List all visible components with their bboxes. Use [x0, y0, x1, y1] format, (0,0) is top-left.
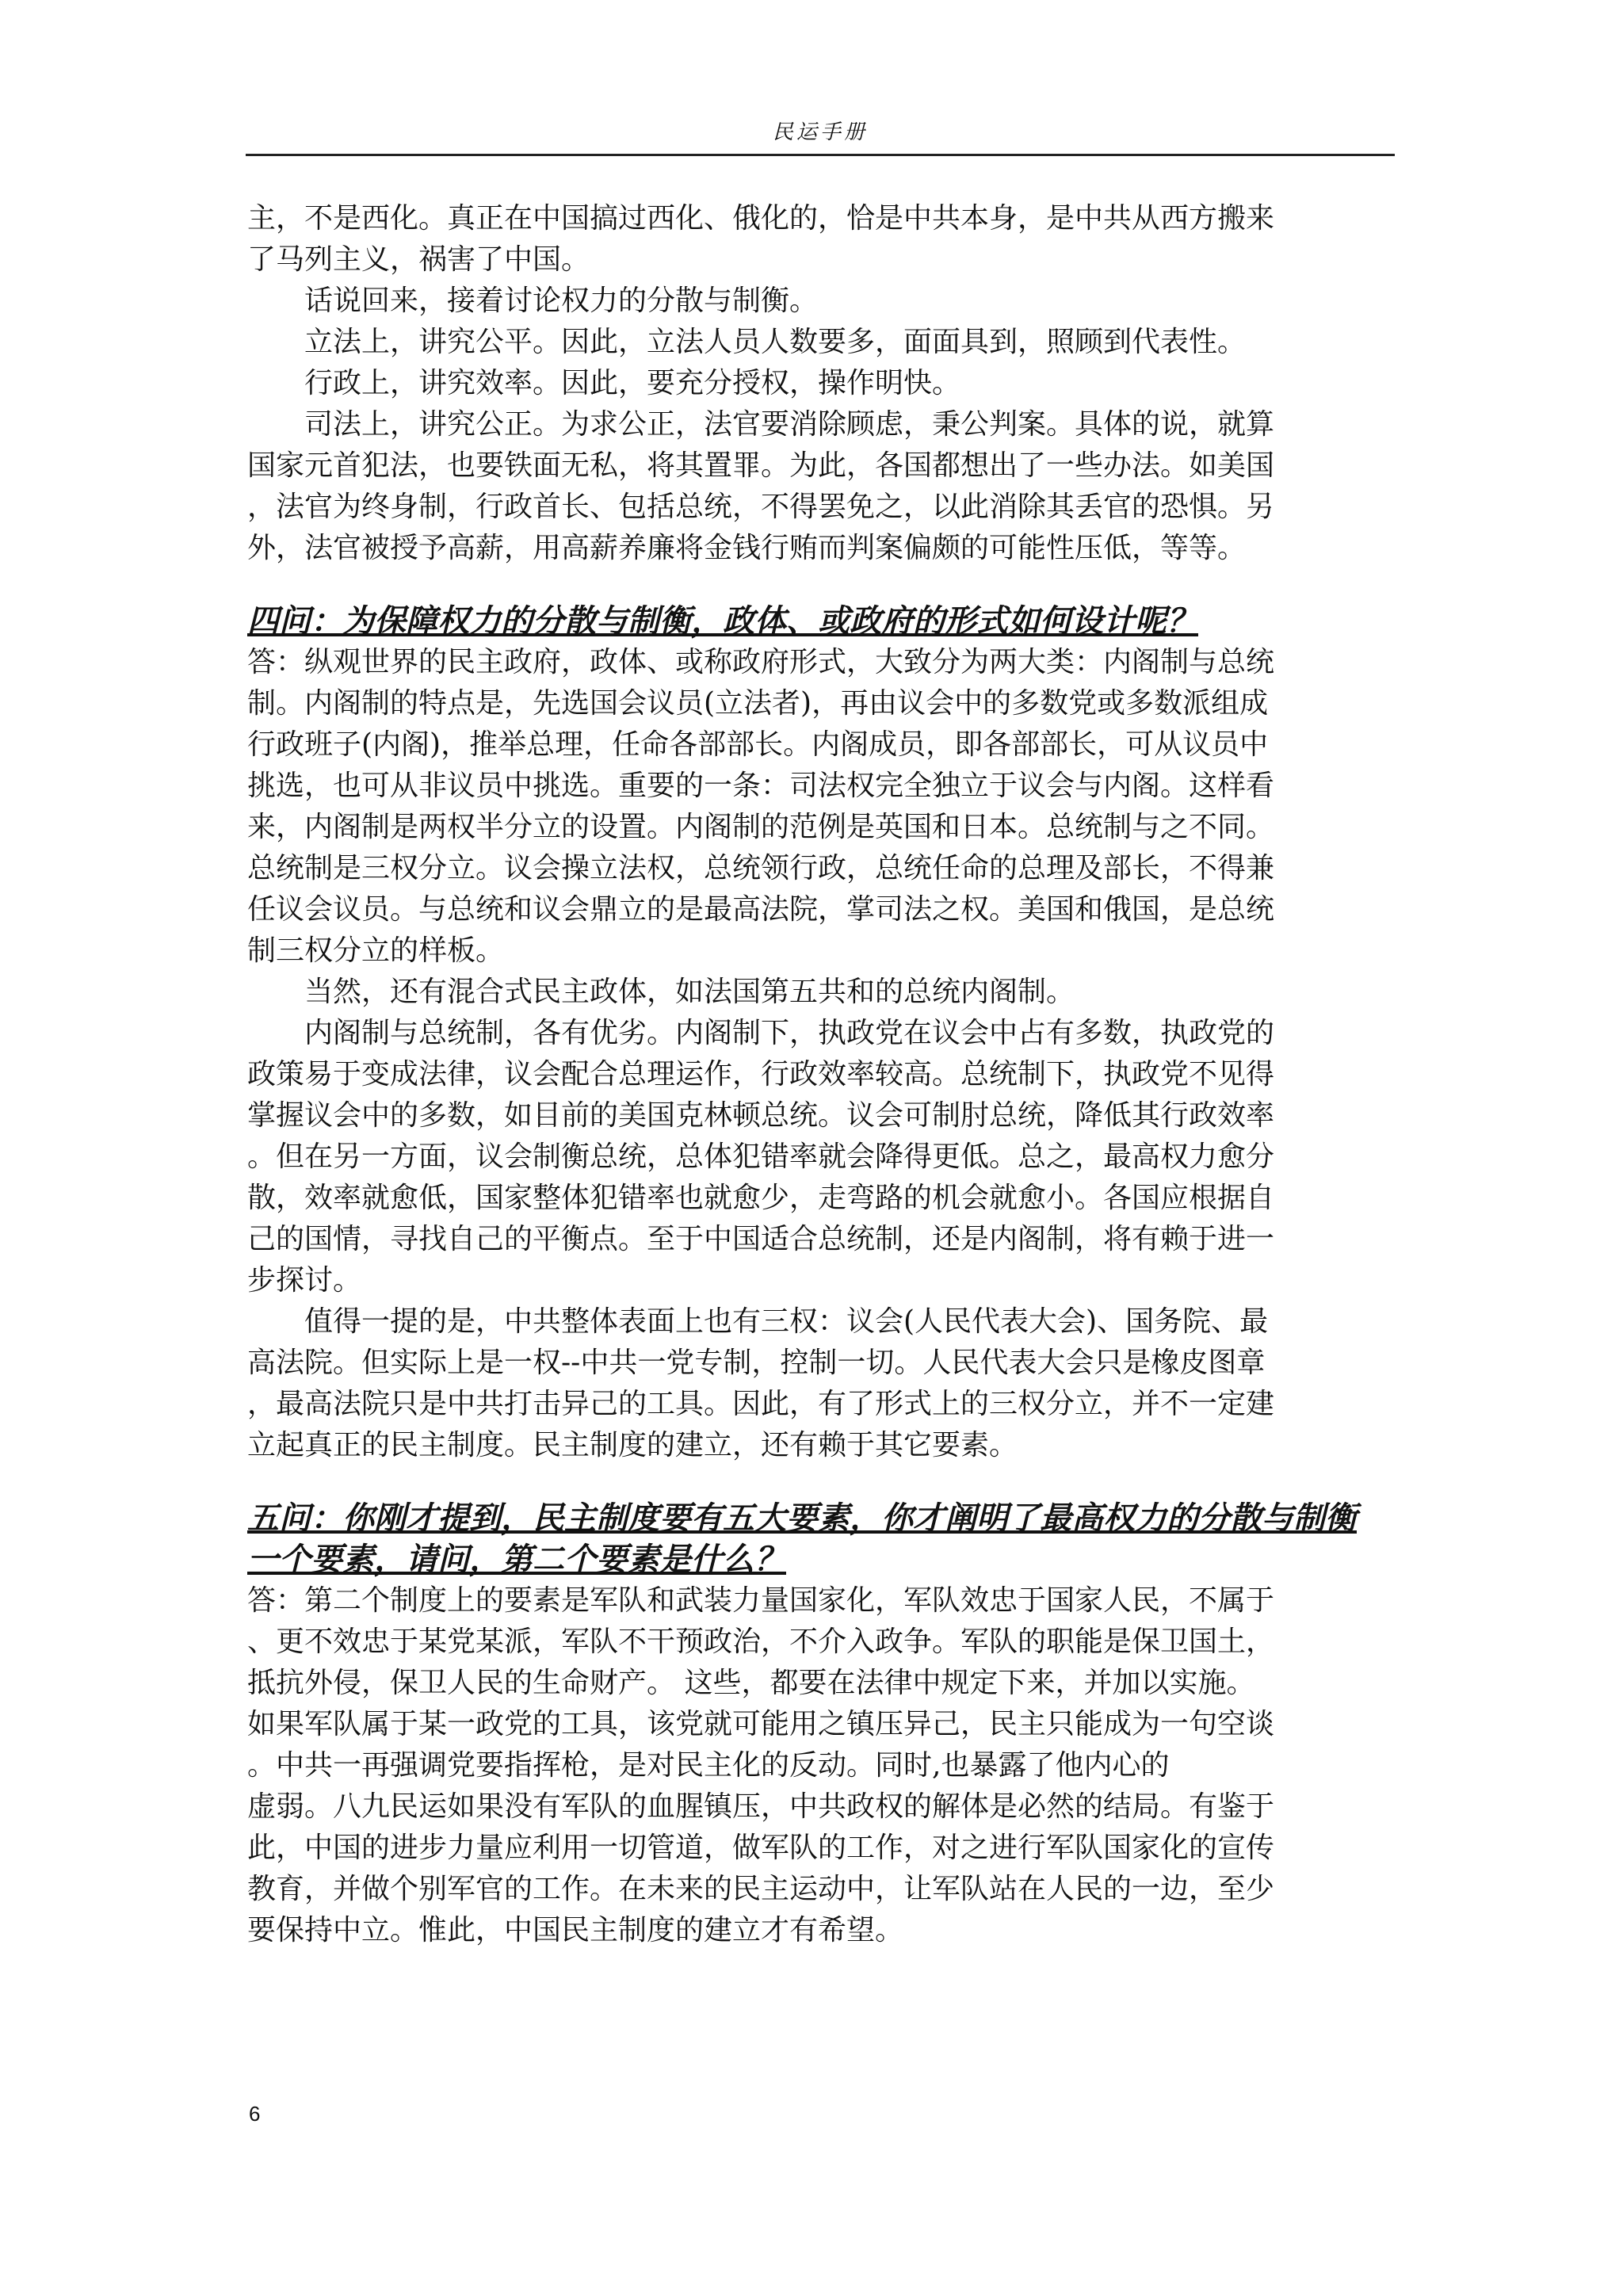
paragraph: 行政上，讲究效率。因此，要充分授权，操作明快。	[304, 367, 961, 399]
running-header-title: 民运手册	[772, 120, 868, 144]
text-line: 了马列主义，祸害了中国。	[247, 243, 590, 276]
paragraph: 立法上，讲究公平。因此，立法人员人数要多，面面具到，照顾到代表性。	[304, 326, 1247, 358]
text-line: 国家元首犯法，也要铁面无私，将其置罪。为此，各国都想出了一些办法。如美国	[247, 449, 1275, 482]
paragraph: 当然，还有混合式民主政体，如法国第五共和的总统内阁制。	[304, 976, 1075, 1008]
paragraph	[247, 1301, 1396, 1466]
question-heading: 四问：为保障权力的分散与制衡，政体、或政府的形式如何设计呢？	[247, 602, 1198, 640]
text-line: 教育，并做个别军官的工作。在未来的民主运动中，让军队站在人民的一边，至少	[247, 1873, 1275, 1905]
heading-line: 五问：你刚才提到，民主制度要有五大要素，你才阐明了最高权力的分散与制衡	[247, 1499, 1357, 1537]
spacer	[247, 1466, 1396, 1498]
text-line: 值得一提的是，中共整体表面上也有三权：议会(人民代表大会)、国务院、最	[304, 1305, 1269, 1338]
text-line: 立起真正的民主制度。民主制度的建立，还有赖于其它要素。	[247, 1429, 1018, 1461]
text-line: 任议会议员。与总统和议会鼎立的是最高法院，掌司法之权。美国和俄国，是总统	[247, 893, 1275, 926]
text-line: 总统制是三权分立。议会操立法权，总统领行政，总统任命的总理及部长，不得兼	[247, 852, 1275, 884]
text-line: 掌握议会中的多数，如目前的美国克林顿总统。议会可制肘总统，降低其行政效率	[247, 1099, 1275, 1132]
paragraph	[247, 1013, 1396, 1301]
text-line: 来，内阁制是两权半分立的设置。内阁制的范例是英国和日本。总统制与之不同。	[247, 811, 1275, 843]
text-line: 高法院。但实际上是一权--中共一党专制，控制一切。人民代表大会只是橡皮图章	[247, 1347, 1266, 1379]
text-line: 抵抗外侵，保卫人民的生命财产。 这些，都要在法律中规定下来，并加以实施。	[247, 1667, 1255, 1699]
answer-paragraph	[247, 1580, 1396, 1951]
text-line: 。中共一再强调党要指挥枪，是对民主化的反动。同时,也暴露了他内心的	[247, 1749, 1170, 1782]
spacer	[247, 569, 1396, 601]
text-line: 行政班子(内阁)，推举总理，任命各部部长。内阁成员，即各部部长，可从议员中	[247, 728, 1269, 761]
text-line: 司法上，讲究公正。为求公正，法官要消除顾虑，秉公判案。具体的说，就算	[304, 408, 1275, 441]
text-line: 制三权分立的样板。	[247, 934, 505, 967]
text-line: 要保持中立。惟此，中国民主制度的建立才有希望。	[247, 1914, 904, 1946]
text-line: 散，效率就愈低，国家整体犯错率也就愈少，走弯路的机会就愈小。各国应根据自	[247, 1182, 1275, 1214]
paragraph	[247, 404, 1396, 569]
text-line: 制。内阁制的特点是，先选国会议员(立法者)，再由议会中的多数党或多数派组成	[247, 687, 1269, 720]
text-line: ，最高法院只是中共打击异己的工具。因此，有了形式上的三权分立，并不一定建	[247, 1388, 1275, 1420]
text-line: 如果军队属于某一政党的工具，该党就可能用之镇压异己，民主只能成为一句空谈	[247, 1708, 1275, 1740]
text-line: 、更不效忠于某党某派，军队不干预政治，不介入政争。军队的职能是保卫国土，	[247, 1626, 1275, 1658]
text-line: 政策易于变成法律，议会配合总理运作，行政效率较高。总统制下，执政党不见得	[247, 1058, 1275, 1091]
paragraph: 话说回来，接着讨论权力的分散与制衡。	[304, 285, 819, 317]
page-body	[247, 198, 1396, 1951]
text-line: 虚弱。八九民运如果没有军队的血腥镇压，中共政权的解体是必然的结局。有鉴于	[247, 1790, 1275, 1823]
page-number: 6	[249, 2102, 261, 2126]
text-line: ，法官为终身制，行政首长、包括总统，不得罢免之，以此消除其丢官的恐惧。另	[247, 491, 1275, 523]
text-line: 答：纵观世界的民主政府，政体、或称政府形式，大致分为两大类：内阁制与总统	[247, 646, 1275, 678]
text-line: 内阁制与总统制，各有优劣。内阁制下，执政党在议会中占有多数，执政党的	[304, 1017, 1275, 1049]
text-line: 挑选，也可从非议员中挑选。重要的一条：司法权完全独立于议会与内阁。这样看	[247, 770, 1275, 802]
text-line: 主，不是西化。真正在中国搞过西化、俄化的，恰是中共本身，是中共从西方搬来	[247, 202, 1275, 235]
text-line: 此，中国的进步力量应利用一切管道，做军队的工作，对之进行军队国家化的宣传	[247, 1832, 1275, 1864]
header-divider	[246, 154, 1395, 156]
text-line: 。但在另一方面，议会制衡总统，总体犯错率就会降得更低。总之，最高权力愈分	[247, 1140, 1275, 1173]
text-line: 答：第二个制度上的要素是军队和武装力量国家化，军队效忠于国家人民，不属于	[247, 1584, 1275, 1617]
paragraph	[247, 198, 1396, 281]
text-line: 己的国情，寻找自己的平衡点。至于中国适合总统制，还是内阁制，将有赖于进一	[247, 1223, 1275, 1255]
text-line: 步探讨。	[247, 1264, 362, 1297]
heading-line: 一个要素，请问，第二个要素是什么？	[247, 1541, 786, 1578]
question-heading	[247, 1498, 1396, 1580]
text-line: 外，法官被授予高薪，用高薪养廉将金钱行贿而判案偏颇的可能性压低，等等。	[247, 532, 1247, 564]
answer-paragraph	[247, 642, 1396, 972]
